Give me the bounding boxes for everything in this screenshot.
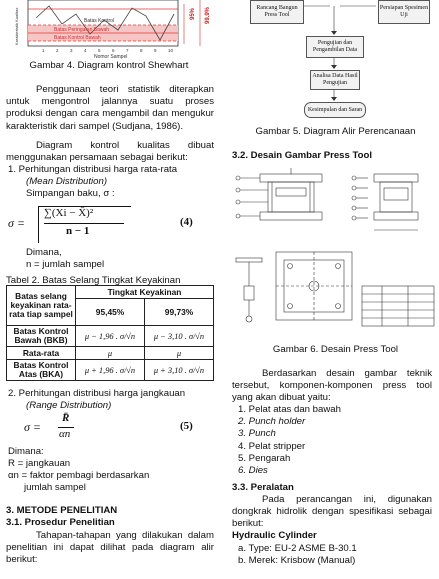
table-row2-99: μ bbox=[145, 347, 214, 360]
item2-title: 2. Perhitungan distribusi harga jangkauan bbox=[8, 388, 186, 399]
where2-alpha: αn = faktor pembagi berdasarkan bbox=[8, 470, 150, 481]
flow-box-spesimen bbox=[378, 0, 430, 24]
component-item: 4. Pelat stripper bbox=[238, 440, 306, 452]
eq4-numerator: ∑(Xi − X̄)² bbox=[44, 207, 94, 219]
band-lower1-label: Batas Peringatan Bawah bbox=[54, 27, 110, 33]
component-item: 6. Dies bbox=[238, 465, 268, 477]
pct2-label: 99.9% bbox=[205, 6, 211, 24]
shewhart-chart bbox=[4, 0, 214, 60]
eq4-fraction-bar bbox=[44, 223, 124, 224]
eq5-lhs: σ = bbox=[24, 420, 42, 434]
table-row3-label: Batas Kontrol Atas (BKA) bbox=[7, 360, 76, 381]
para2: Diagram kontrol kualitas dibuat menggunakan persamaan sebagai berikut: bbox=[6, 140, 214, 164]
eq4-lhs: σ = bbox=[8, 216, 26, 230]
fig4-caption: Gambar 4. Diagram kontrol Shewhart bbox=[29, 60, 189, 71]
item2-subtitle: (Range Distribution) bbox=[26, 400, 112, 411]
flow-box-pengujian bbox=[306, 36, 364, 58]
eq5-denominator: αn bbox=[59, 428, 71, 440]
component-item: 3. Punch bbox=[238, 428, 276, 440]
x-tick: 7 bbox=[126, 48, 129, 53]
x-ticks bbox=[42, 48, 174, 53]
flow-box-analisa-label: Analisa Data Hasil Pengujian bbox=[312, 73, 358, 86]
section-3-2-heading bbox=[232, 150, 372, 161]
section-3-heading: 3. METODE PENELITIAN bbox=[6, 505, 118, 516]
where2-alpha-cont: jumlah sampel bbox=[24, 482, 86, 493]
x-tick: 10 bbox=[168, 48, 174, 53]
flow-box-spesimen-label: Persiapan Spesimen Uji bbox=[379, 5, 429, 18]
hydraulic-type: a. Type: EU-2 ASME B-30.1 bbox=[238, 543, 357, 554]
section-3-1-heading: 3.1. Prosedur Penelitian bbox=[6, 517, 115, 528]
where1: Dimana, bbox=[26, 247, 62, 258]
para5: Pada perancangan ini, digunakan dongkrak hidrolik dengan spesifikasi sebagai berikut: bbox=[232, 494, 432, 530]
section-3-2-text: 3.2. Desain Gambar Press Tool bbox=[232, 150, 373, 161]
flow-box-analisa bbox=[310, 70, 360, 90]
where2-r: R = jangkauan bbox=[8, 458, 71, 469]
component-list bbox=[238, 404, 341, 477]
table-row1-label: Batas Kontrol Bawah (BKB) bbox=[7, 326, 76, 347]
item1-subtitle: (Mean Distribution) bbox=[26, 176, 108, 187]
item1-title: 1. Perhitungan distribusi harga rata-rata bbox=[8, 164, 178, 175]
eq4-denominator: n − 1 bbox=[66, 225, 90, 237]
component-item: 1. Pelat atas dan bawah bbox=[238, 404, 341, 415]
flow-box-pengujian-label: Pengujian dan Pengambilan Data bbox=[312, 40, 358, 53]
equation-4 bbox=[8, 206, 214, 246]
item1-sigma: Simpangan baku, σ : bbox=[26, 188, 115, 199]
para3: Tahapan-tahapan yang dilakukan dalam penelitian ini dapat dilihat pada diagram alir berikut: bbox=[6, 530, 214, 566]
table-row1-99: μ − 3,10 . σ/√n bbox=[145, 326, 214, 347]
component-item: 5. Pengarah bbox=[238, 452, 291, 464]
fig6-caption: Gambar 6. Desain Press Tool bbox=[272, 344, 399, 355]
eq5-numerator: R̄ bbox=[62, 412, 70, 424]
xlabel: Nomor Sampel bbox=[94, 54, 128, 60]
table-row2-95: μ bbox=[76, 347, 145, 360]
table-header-span: Tingkat Keyakinan bbox=[76, 286, 214, 299]
x-tick: 8 bbox=[140, 48, 143, 53]
fig5-caption: Gambar 5. Diagram Alir Perencanaan bbox=[255, 126, 416, 137]
where2: Dimana: bbox=[8, 446, 44, 457]
x-tick: 1 bbox=[42, 48, 45, 53]
hydraulic-brand: b. Merek: Krisbow (Manual) bbox=[238, 555, 356, 566]
x-tick: 9 bbox=[154, 48, 157, 53]
band-center-label: Batas Kontrol bbox=[84, 18, 115, 24]
confidence-table bbox=[6, 285, 214, 381]
component-item: 2. Punch holder bbox=[238, 416, 306, 428]
press-tool-drawing bbox=[232, 168, 439, 340]
table-header-col1: Batas selang keyakinan rata-rata tiap sampel bbox=[7, 286, 76, 326]
pct1-label: 95% bbox=[190, 7, 196, 20]
table-header-95: 95,45% bbox=[76, 299, 145, 326]
x-tick: 2 bbox=[56, 48, 59, 53]
flow-box-kesimpulan-label: Kesimpulan dan Saran bbox=[307, 106, 363, 113]
eq4-number: (4) bbox=[180, 216, 193, 228]
para4: Berdasarkan desain gambar teknik tersebut, komponen-komponen press tool yang akan dibuat yaitu: bbox=[232, 368, 432, 404]
hydraulic-title: Hydraulic Cylinder bbox=[232, 530, 317, 541]
table-row2-label: Rata-rata bbox=[7, 347, 76, 360]
equation-5 bbox=[24, 412, 214, 444]
flow-box-kesimpulan bbox=[304, 102, 366, 118]
flow-box-press-tool-label: Rancang Bangun Press Tool bbox=[256, 5, 298, 18]
x-tick: 6 bbox=[112, 48, 115, 53]
table-header-99: 99,73% bbox=[145, 299, 214, 326]
where1-n: n = jumlah sampel bbox=[26, 259, 105, 270]
ylabel: Karakteristik Kualitas bbox=[14, 7, 19, 45]
table-row3-99: μ + 3,10 . σ/√n bbox=[145, 360, 214, 381]
table-row1-95: μ − 1,96 . σ/√n bbox=[76, 326, 145, 347]
section-3-3-heading: 3.3. Peralatan bbox=[232, 482, 294, 493]
table-row3-95: μ + 1,96 . σ/√n bbox=[76, 360, 145, 381]
eq5-number: (5) bbox=[180, 420, 193, 432]
para1: Penggunaan teori statistik diterapkan untuk mengontrol jalannya suatu proses produksi dengan cara mengambil dan mengukur karakteristik dari sampel (Sudjana, 1986). bbox=[6, 84, 214, 132]
flow-box-press-tool bbox=[250, 0, 304, 24]
x-tick: 5 bbox=[98, 48, 101, 53]
x-tick: 4 bbox=[84, 48, 87, 53]
band-lower2-label: Batas Kontrol Bawah bbox=[54, 35, 101, 41]
table-caption: Tabel 2. Batas Selang Tingkat Keyakinan bbox=[6, 275, 181, 286]
x-tick: 3 bbox=[70, 48, 73, 53]
